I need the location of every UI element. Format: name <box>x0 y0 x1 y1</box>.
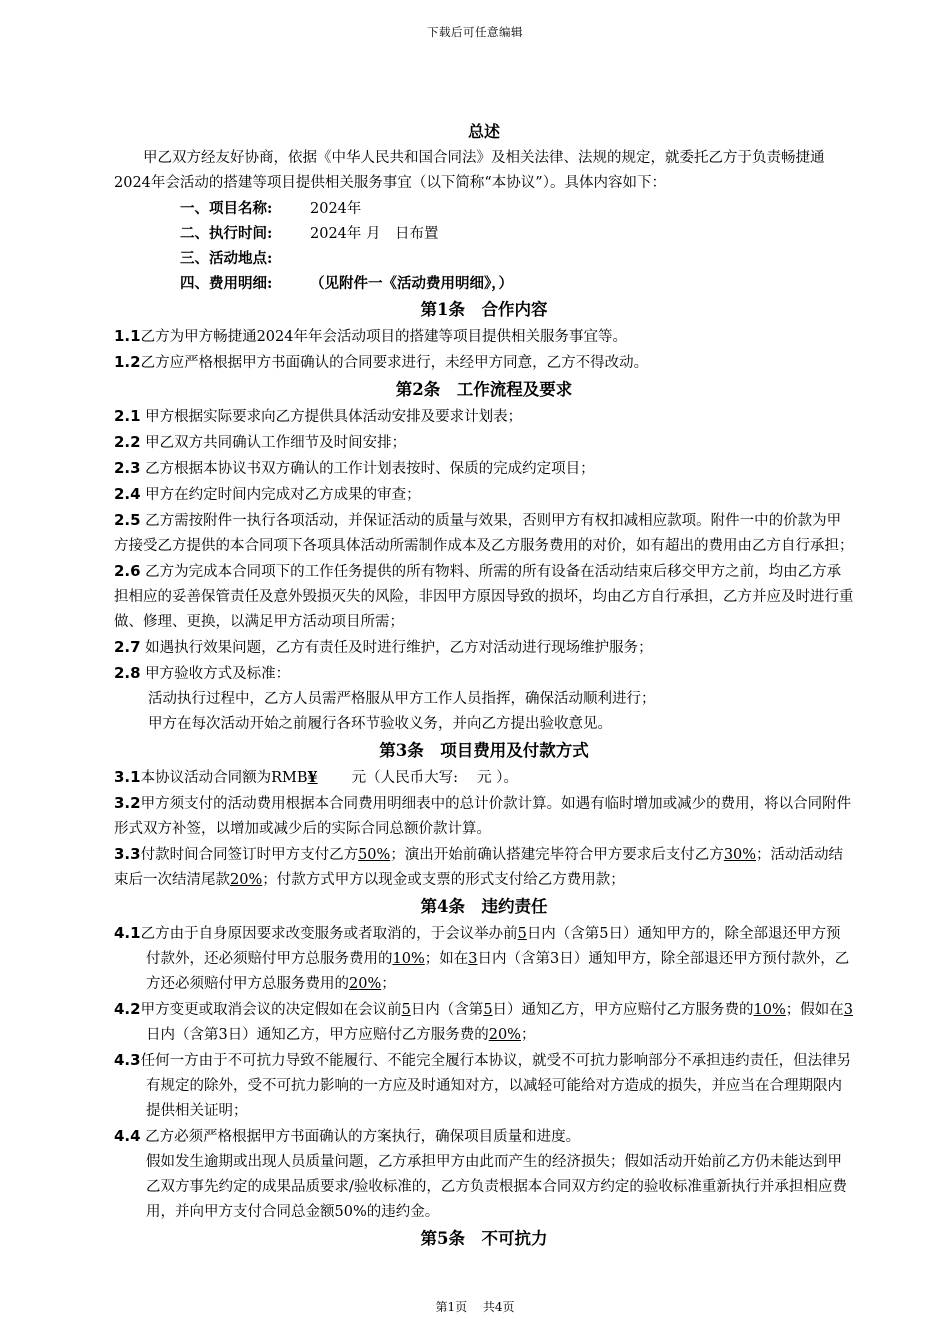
clause-number: 2.8 <box>114 664 141 682</box>
clause-number: 2.7 <box>114 638 141 656</box>
clause-text: 付款时间合同签订时甲方支付乙方 <box>140 847 359 863</box>
percent-value: 10% <box>392 951 425 967</box>
article-5-title: 第5条 不可抗力 <box>420 1229 548 1248</box>
clause-2-8 <box>114 661 854 687</box>
document-title: 总述 <box>467 122 500 141</box>
day-value: 5 <box>483 1002 493 1018</box>
clause-number: 4.2 <box>114 1000 141 1018</box>
document-body <box>114 118 854 1253</box>
info-fee-detail <box>114 271 854 296</box>
info-value: 2024年 <box>310 201 362 217</box>
clause-text: 甲方验收方式及标准： <box>140 666 291 682</box>
info-project-name <box>114 196 854 221</box>
clause-text: 乙方应严格根据甲方书面确认的合同要求进行，未经甲方同意，乙方不得改动。 <box>140 355 649 371</box>
clause-2-2 <box>114 430 854 456</box>
day-value: 5 <box>401 1002 411 1018</box>
clause-text: 日内（含第5日）通知甲方的，除全部退还甲方预付款外，还必须赔付甲方总服务费用的 <box>146 926 841 967</box>
clause-text: 甲方在约定时间内完成对乙方成果的审查； <box>140 487 421 503</box>
clause-2-1 <box>114 404 854 430</box>
info-label: 一、项目名称: <box>180 200 273 217</box>
clause-1-2 <box>114 350 854 376</box>
article-3-title: 第3条 项目费用及付款方式 <box>379 741 589 760</box>
article-4-title: 第4条 违约责任 <box>420 897 548 916</box>
percent-value: 50% <box>358 847 391 863</box>
clause-4-3 <box>114 1048 854 1124</box>
day-value: 3 <box>843 1002 854 1018</box>
clause-text: 元（人民币大写: 元 ）。 <box>351 770 518 786</box>
percent-value: 20% <box>230 872 263 888</box>
clause-number: 2.3 <box>114 459 141 477</box>
info-venue <box>114 246 854 271</box>
info-label: 四、费用明细: <box>180 275 273 292</box>
clause-number: 2.6 <box>114 562 141 580</box>
clause-text: 乙方必须严格根据甲方书面确认的方案执行，确保项目质量和进度。 <box>140 1129 581 1145</box>
clause-3-3 <box>114 842 854 893</box>
day-value: 3 <box>468 951 478 967</box>
page-header: 下载后可任意编辑 <box>427 25 523 39</box>
info-label: 三、活动地点: <box>180 250 273 267</box>
clause-number: 4.1 <box>114 924 141 942</box>
clause-number: 2.5 <box>114 511 141 529</box>
clause-4-1 <box>114 921 854 997</box>
clause-text: 甲方变更或取消会议的决定假如在会议前 <box>140 1002 402 1018</box>
clause-4-4 <box>114 1124 854 1150</box>
clause-text: 日内（含第3日）通知乙方，甲方应赔付乙方服务费的 <box>146 1027 489 1043</box>
clause-2-5 <box>114 508 854 559</box>
clause-text: ； <box>381 976 396 992</box>
info-execution-time <box>114 221 854 246</box>
percent-value: 10% <box>753 1002 786 1018</box>
clause-number: 4.4 <box>114 1127 141 1145</box>
clause-3-1 <box>114 765 854 791</box>
clause-text: 日内（含第 <box>410 1002 484 1018</box>
clause-2-8-detail-2: 甲方在每次活动开始之前履行各环节验收义务，并向乙方提出验收意见。 <box>148 716 612 732</box>
clause-text: 乙方为完成本合同项下的工作任务提供的所有物料、所需的所有设备在活动结束后移交甲方之前，均由乙方承担相应的妥善保管责任及意外毁损灭失的风险，非因甲方原因导致的损坏，均由乙方自行承担，乙方并应及时进行重做、修理、更换，以满足甲方活动项目所需； <box>114 564 854 630</box>
clause-text: 乙方根据本协议书双方确认的工作计划表按时、保质的完成约定项目； <box>140 461 595 477</box>
clause-3-2 <box>114 791 854 842</box>
percent-value: 20% <box>349 976 382 992</box>
amount-blank: ¥ <box>307 769 318 786</box>
clause-number: 3.3 <box>114 845 141 863</box>
percent-value: 30% <box>723 847 757 863</box>
info-value: 2024年 月 日布置 <box>310 226 439 242</box>
clause-1-1 <box>114 324 854 350</box>
clause-text: 甲方须支付的活动费用根据本合同费用明细表中的总计价款计算。如遇有临时增加或减少的费用，将以合同附件形式双方补签，以增加或减少后的实际合同总额价款计算。 <box>114 796 852 837</box>
clause-text: 乙方需按附件一执行各项活动，并保证活动的质量与效果，否则甲方有权扣减相应款项。附件一中的价款为甲方接受乙方提供的本合同项下各项具体活动所需制作成本及乙方服务费用的对价，如有超出的费用由乙方自行承担； <box>114 513 854 554</box>
clause-2-7 <box>114 635 854 661</box>
clause-text: 日内（含第3日）通知甲方，除全部退还甲方预付款外，乙方还必须赔付甲方总服务费用的 <box>146 951 850 992</box>
clause-text: ；如在 <box>424 951 469 967</box>
clause-number: 1.1 <box>114 327 141 345</box>
day-value: 5 <box>517 926 527 942</box>
clause-text: 日）通知乙方，甲方应赔付乙方服务费的 <box>492 1002 754 1018</box>
clause-text: 甲乙双方共同确认工作细节及时间安排； <box>140 435 407 451</box>
article-2-title: 第2条 工作流程及要求 <box>395 380 573 399</box>
clause-2-8-detail-1: 活动执行过程中，乙方人员需严格服从甲方工作人员指挥，确保活动顺利进行； <box>148 691 656 707</box>
page-footer: 第1页 共4页 <box>435 1300 515 1314</box>
clause-number: 2.4 <box>114 485 141 503</box>
clause-text: 乙方为甲方畅捷通2024年年会活动项目的搭建等项目提供相关服务事宜等。 <box>140 329 627 345</box>
clause-text: ；演出开始前确认搭建完毕符合甲方要求后支付乙方 <box>390 847 724 863</box>
clause-text: ； <box>520 1027 536 1043</box>
clause-number: 1.2 <box>114 353 141 371</box>
clause-number: 3.1 <box>114 768 141 786</box>
clause-text: ；付款方式甲方以现金或支票的形式支付给乙方费用款； <box>262 872 625 888</box>
clause-2-3 <box>114 456 854 482</box>
article-1-title: 第1条 合作内容 <box>420 300 548 319</box>
clause-number: 3.2 <box>114 794 141 812</box>
clause-number: 2.2 <box>114 433 141 451</box>
info-value: （见附件一《活动费用明细》，） <box>310 275 513 292</box>
clause-2-4 <box>114 482 854 508</box>
clause-text: ；假如在 <box>785 1002 844 1018</box>
clause-number: 4.3 <box>114 1051 141 1069</box>
clause-number: 2.1 <box>114 407 141 425</box>
clause-text: ；活动活动结束后一次结清尾款 <box>114 847 844 888</box>
clause-text: 如遇执行效果问题，乙方有责任及时进行维护，乙方对活动进行现场维护服务； <box>140 640 653 656</box>
clause-text: 甲方根据实际要求向乙方提供具体活动安排及要求计划表； <box>140 409 523 425</box>
intro-paragraph: 甲乙双方经友好协商，依据《中华人民共和国合同法》及相关法律、法规的规定，就委托乙方于负责畅捷通2024年会活动的搭建等项目提供相关服务事宜（以下简称“本协议”）。具体内容如下： <box>114 150 825 191</box>
clause-text: 任何一方由于不可抗力导致不能履行、不能完全履行本协议，就受不可抗力影响部分不承担违约责任，但法律另有规定的除外，受不可抗力影响的一方应及时通知对方，以减轻可能给对方造成的损失，并应当在合理期限内提供相关证明； <box>140 1053 852 1119</box>
clause-text: 本协议活动合同额为RMB <box>140 770 308 786</box>
percent-value: 20% <box>488 1027 521 1043</box>
clause-4-4-detail: 假如发生逾期或出现人员质量问题，乙方承担甲方由此而产生的经济损失；假如活动开始前乙方仍未能达到甲乙双方事先约定的成果品质要求/验收标准的，乙方负责根据本合同双方约定的验收标准重新执行并承担相应费用，并向甲方支付合同总金额50%的违约金。 <box>146 1154 847 1220</box>
clause-2-6 <box>114 559 854 635</box>
info-label: 二、执行时间: <box>180 225 273 242</box>
clause-text: 乙方由于自身原因要求改变服务或者取消的，于会议举办前 <box>140 926 518 942</box>
clause-4-2 <box>114 997 854 1048</box>
